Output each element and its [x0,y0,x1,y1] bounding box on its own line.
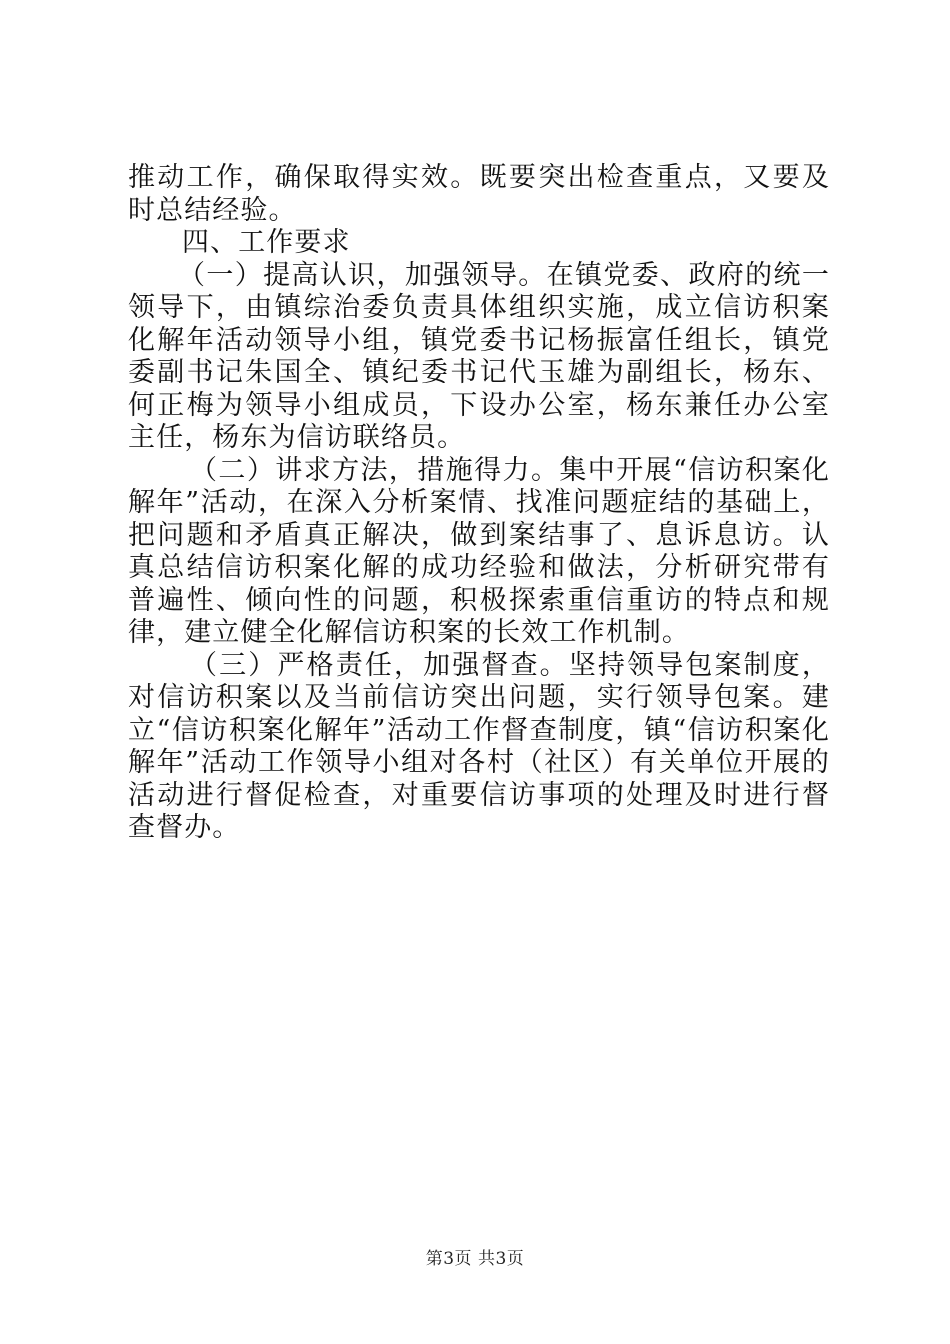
paragraph-item-2: （二）讲求方法，措施得力。集中开展“信访积案化解年”活动，在深入分析案情、找准问题症结的基础上，把问题和矛盾真正解决，做到案结事了、息诉息访。认真总结信访积案化解的成功经验和做法，分析研究带有普遍性、倾向性的问题，积极探索重信重访的特点和规律，建立健全化解信访积案的长效工作机制。 [128,454,830,648]
paragraph-continuation: 推动工作，确保取得实效。既要突出检查重点，又要及时总结经验。 [128,162,830,226]
paragraph-item-1: （一）提高认识，加强领导。在镇党委、政府的统一领导下，由镇综治委负责具体组织实施，成立信访积案化解年活动领导小组，镇党委书记杨振富任组长，镇党委副书记朱国全、镇纪委书记代玉雄为副组长，杨东、何正梅为领导小组成员，下设办公室，杨东兼任办公室主任，杨东为信访联络员。 [128,259,830,453]
section-heading: 四、工作要求 [182,227,351,258]
document-body [128,162,830,845]
page-footer: 第3页 共3页 [425,1249,525,1269]
paragraph-item-3: （三）严格责任，加强督查。坚持领导包案制度，对信访积案以及当前信访突出问题，实行领导包案。建立“信访积案化解年”活动工作督查制度，镇“信访积案化解年”活动工作领导小组对各村（社区）有关单位开展的活动进行督促检查，对重要信访事项的处理及时进行督查督办。 [128,649,830,843]
